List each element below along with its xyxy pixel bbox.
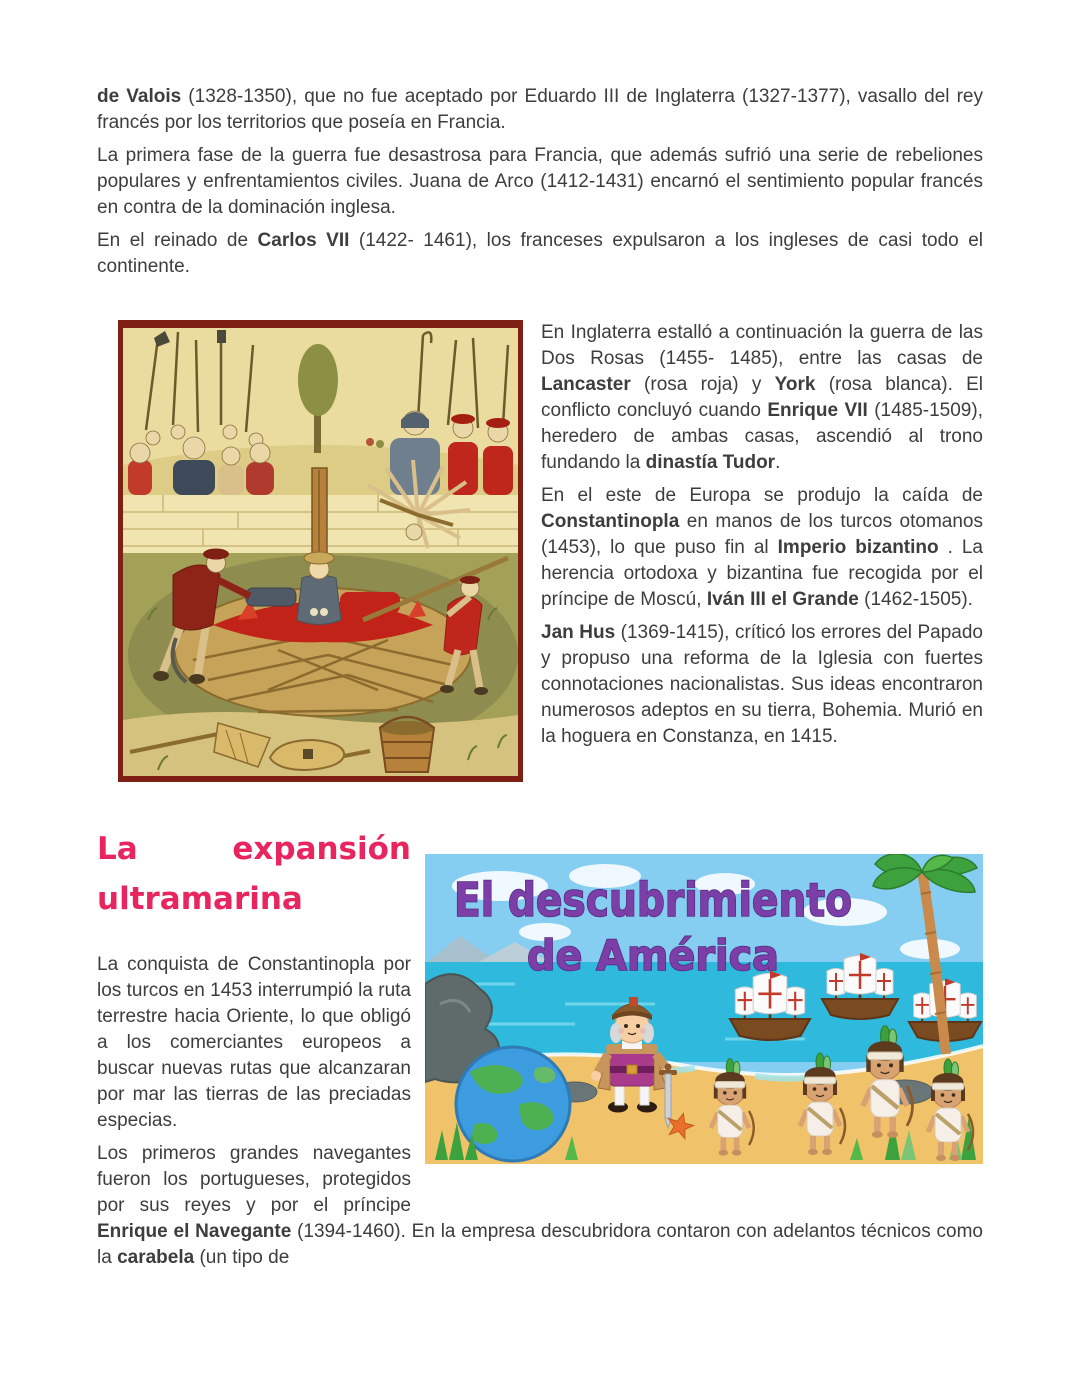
paragraph: La primera fase de la guerra fue desastrosa para Francia, que además sufrió una serie de rebeliones populares y enfrentamientos civiles. Juana de Arco (1412-1431) encarnó el sentimiento popular francés en contra de la dominación inglesa. [97,145,983,218]
paragraph: Jan Hus (1369-1415), críticó los errores del Papado y propuso una reforma de la Iglesia con fuertes connotaciones nacionalistas. Sus ideas encontraron numerosos adeptos en su tierra, Bohemia. Murió en la hoguera en Constanza, en 1415. [541,622,983,747]
cartoon-title-line2: de América [527,931,779,980]
cartoon-title-line1: El descubrimiento [454,873,852,927]
section-heading: La expansión ultramarina [97,831,411,917]
discovery-of-america-image [425,854,983,1164]
expansion-section [97,824,983,1278]
jan-hus-execution-image [118,320,523,782]
bucket [380,717,434,772]
hus-section [97,320,983,790]
paragraph: En el este de Europa se produjo la caída de Constantinopla en manos de los turcos otomanos (1453), lo que puso fin al Imperio bizantino . La herencia ortodoxa y bizantina fue recogida por el príncipe de Moscú, Iván III el Grande (1462-1505). [541,485,983,610]
paragraph: Los primeros grandes navegantes fueron los portugueses, protegidos por sus reyes y por el príncipe Enrique el Navegante (1394-1460). En la empresa descubridora contaron con adelantos técnicos como la carabela (un tipo de [97,1143,983,1268]
paragraph: de Valois (1328-1350), que no fue aceptado por Eduardo III de Inglaterra (1327-1377), vasallo del rey francés por los territorios que poseía en Francia. [97,86,983,133]
paragraph: En el reinado de Carlos VII (1422- 1461), los franceses expulsaron a los ingleses de casi todo el continente. [97,230,983,277]
paragraph: La conquista de Constantinopla por los turcos en 1453 interrumpió la ruta terrestre hacia Oriente, lo que obligó a los comerciantes europeos a buscar nuevas rutas que alcanzaran por mar las tierras de las preciadas especias. [97,954,411,1131]
paragraph: En Inglaterra estalló a continuación la guerra de las Dos Rosas (1455- 1485), entre las casas de Lancaster (rosa roja) y York (rosa blanca). El conflicto concluyó cuando Enrique VII (1485-1509), heredero de ambas casas, ascendió al trono fundando la dinastía Tudor. [541,322,983,473]
intro-section [97,84,983,280]
